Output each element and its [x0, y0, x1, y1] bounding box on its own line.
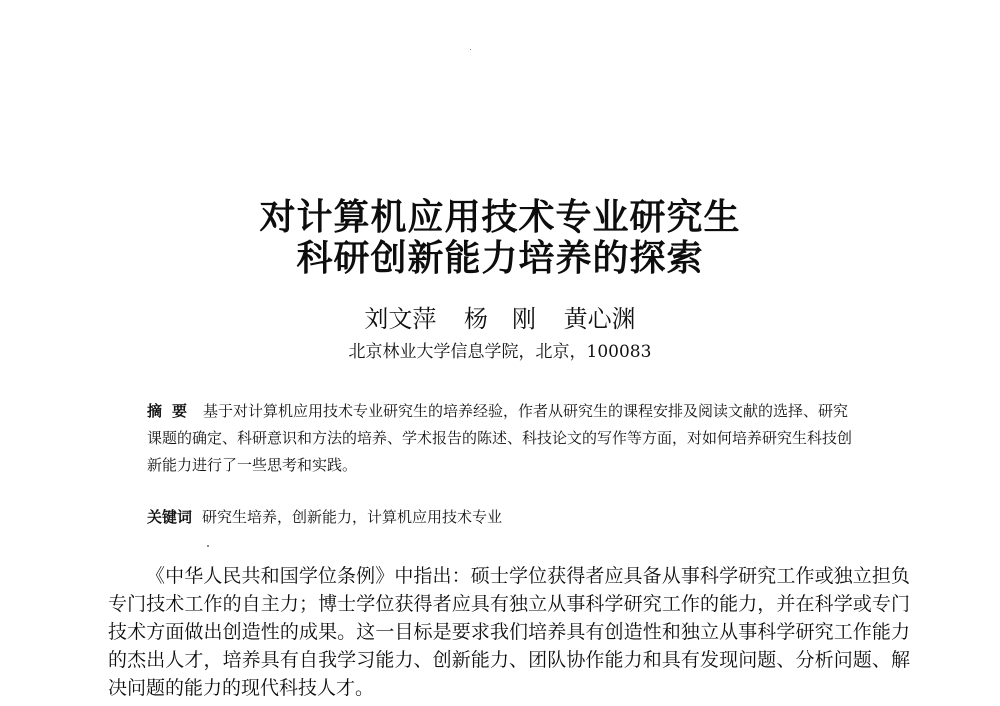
author-list: [0, 305, 1000, 333]
abstract-block: [147, 398, 857, 479]
author-name: 刘文萍: [364, 305, 437, 333]
keywords-label: 关键词: [147, 508, 193, 526]
author-name: 黄心渊: [563, 305, 636, 333]
scan-speck: [470, 49, 471, 50]
keywords-text: 研究生培养，创新能力，计算机应用技术专业: [202, 508, 503, 526]
body-paragraph: 《中华人民共和国学位条例》中指出：硕士学位获得者应具备从事科学研究工作或独立担负专门技术工作的自主力；博士学位获得者应具有独立从事科学研究工作的能力，并在科学或专门技术方面做出创造性的成果。这一目标是要求我们培养具有创造性和独立从事科学研究工作能力的杰出人才，培养具有自我学习能力、创新能力、团队协作能力和具有发现问题、分析问题、解决问题的能力的现代科技人才。: [108, 565, 910, 699]
scan-speck: [207, 545, 209, 547]
paper-title-line-1: 对计算机应用技术专业研究生: [259, 197, 741, 238]
author-affiliation: 北京林业大学信息学院，北京，100083: [348, 342, 652, 362]
keywords-block: [147, 506, 857, 528]
author-name: 杨 刚: [464, 305, 536, 333]
paper-title-line-2: 科研创新能力培养的探索: [296, 238, 704, 279]
abstract-label: 摘要: [147, 402, 198, 420]
body-text: [108, 562, 910, 702]
abstract-text: 基于对计算机应用技术专业研究生的培养经验，作者从研究生的课程安排及阅读文献的选择、研究课题的确定、科研意识和方法的培养、学术报告的陈述、科技论文的写作等方面，对如何培养研究生科技创新能力进行了一些思考和实践。: [147, 402, 853, 474]
